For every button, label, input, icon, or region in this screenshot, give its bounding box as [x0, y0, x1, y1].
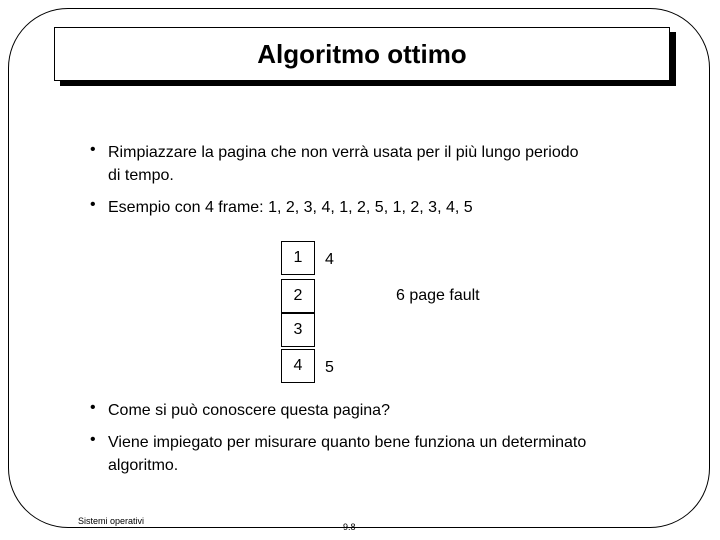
frame-cell: 2	[281, 279, 315, 313]
bullet-text: Esempio con 4 frame: 1, 2, 3, 4, 1, 2, 5, 1, 2, 3, 4, 5	[108, 199, 473, 216]
bullet-icon: •	[90, 196, 96, 213]
bullet-text: Viene impiegato per misurare quanto bene funziona un determinato algoritmo.	[108, 434, 587, 474]
footer-page-number: 9.8	[343, 522, 356, 532]
bullet-text: Rimpiazzare la pagina che non verrà usata per il più lungo periodo di tempo.	[108, 144, 579, 184]
frame-cell: 3	[281, 313, 315, 347]
frame-cell: 4	[281, 349, 315, 383]
bullet-icon: •	[90, 399, 96, 416]
bullet-icon: •	[90, 141, 96, 158]
bullet-text: Come si può conoscere questa pagina?	[108, 402, 390, 419]
replacement-page: 4	[325, 251, 334, 268]
footer-course: Sistemi operativi	[78, 516, 145, 526]
slide-title: Algoritmo ottimo	[257, 38, 467, 69]
page-fault-count: 6 page fault	[396, 287, 480, 304]
replacement-page: 5	[325, 359, 334, 376]
bullet-icon: •	[90, 431, 96, 448]
frame-cell: 1	[281, 241, 315, 275]
title-box	[54, 27, 670, 81]
